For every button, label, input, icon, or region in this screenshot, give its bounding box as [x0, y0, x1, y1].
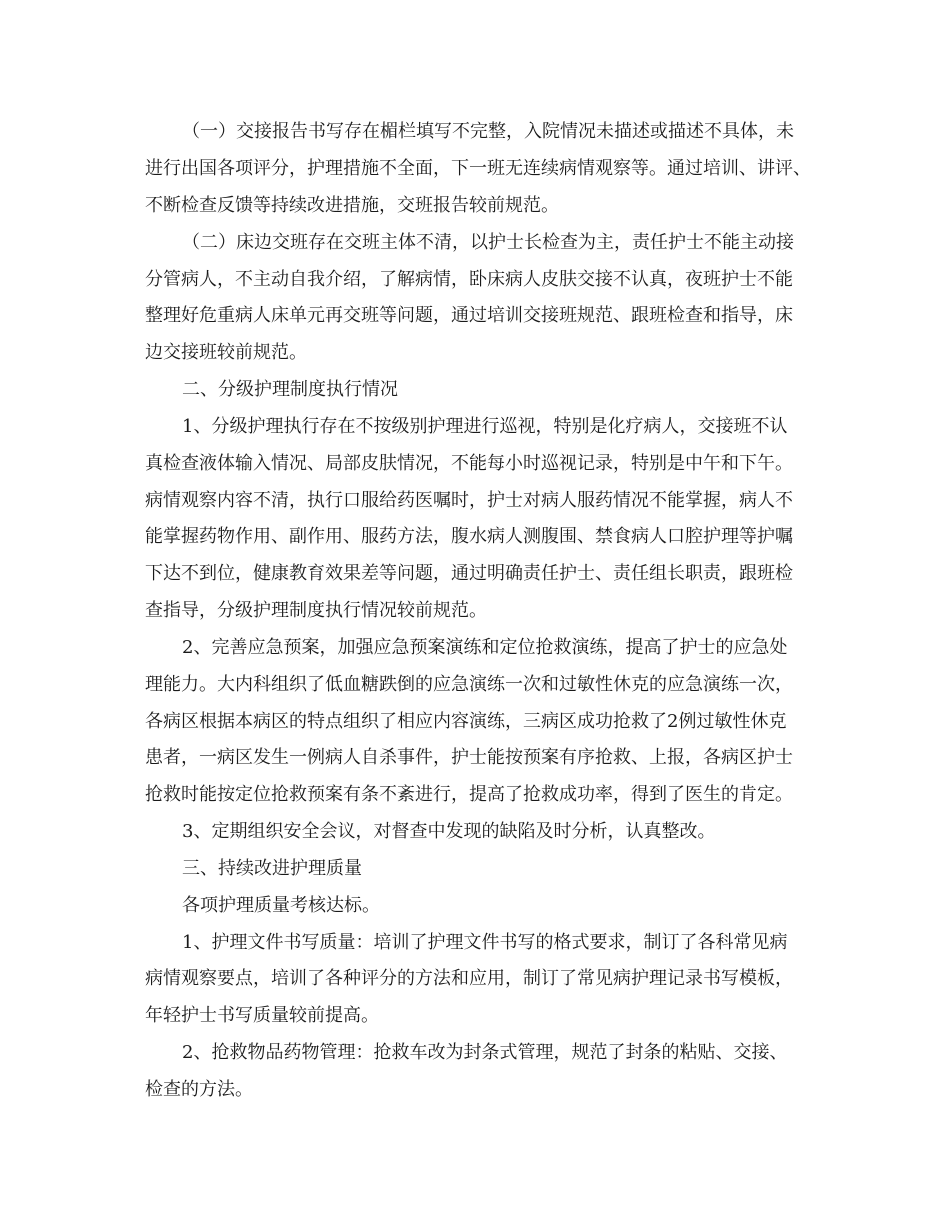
paragraph-line: （二）床边交班存在交班主体不清，以护士长检查为主，责任护士不能主动接 [182, 232, 794, 253]
paragraph-line: 下达不到位，健康教育效果差等问题，通过明确责任护士、责任组长职责，跟班检 [145, 563, 793, 584]
paragraph-line: 不断检查反馈等持续改进措施，交班报告较前规范。 [145, 195, 559, 216]
paragraph-line: 1、分级护理执行存在不按级别护理进行巡视，特别是化疗病人，交接班不认 [182, 416, 788, 437]
paragraph-line: 3、定期组织安全会议，对督查中发现的缺陷及时分析，认真整改。 [182, 821, 716, 842]
paragraph-line: 2、抢救物品药物管理：抢救车改为封条式管理，规范了封条的粘贴、交接、 [182, 1042, 788, 1063]
paragraph-line: 能掌握药物作用、副作用、服药方法，腹水病人测腹围、禁食病人口腔护理等护嘱 [145, 526, 793, 547]
paragraph-line: 真检查液体输入情况、局部皮肤情况，不能每小时巡视记录，特别是中午和下午。 [145, 453, 793, 474]
paragraph-line: 抢救时能按定位抢救预案有条不紊进行，提高了抢救成功率，得到了医生的肯定。 [145, 784, 793, 805]
section-heading: 三、持续改进护理质量 [182, 858, 362, 879]
paragraph-line: 理能力。大内科组织了低血糖跌倒的应急演练一次和过敏性休克的应急演练一次， [145, 674, 793, 695]
paragraph-line: 各病区根据本病区的特点组织了相应内容演练，三病区成功抢救了2例过敏性休克 [145, 711, 787, 732]
paragraph-line: 患者，一病区发生一例病人自杀事件，护士能按预案有序抢救、上报，各病区护士 [145, 747, 793, 768]
section-heading: 二、分级护理制度执行情况 [182, 379, 398, 400]
paragraph-line: 病情观察内容不清，执行口服给药医嘱时，护士对病人服药情况不能掌握，病人不 [145, 490, 793, 511]
paragraph-line: 2、完善应急预案，加强应急预案演练和定位抢救演练，提高了护士的应急处 [182, 637, 788, 658]
paragraph-line: （一）交接报告书写存在楣栏填写不完整，入院情况未描述或描述不具体，未 [182, 121, 794, 142]
paragraph-line: 进行出国各项评分，护理措施不全面，下一班无连续病情观察等。通过培训、讲评、 [145, 158, 811, 179]
paragraph-line: 年轻护士书写质量较前提高。 [145, 1005, 379, 1026]
paragraph-line: 1、护理文件书写质量：培训了护理文件书写的格式要求，制订了各科常见病 [182, 932, 788, 953]
paragraph-line: 整理好危重病人床单元再交班等问题，通过培训交接班规范、跟班检查和指导，床 [145, 305, 793, 326]
paragraph-line: 各项护理质量考核达标。 [182, 895, 380, 916]
paragraph-line: 查指导，分级护理制度执行情况较前规范。 [145, 600, 487, 621]
paragraph-line: 分管病人，不主动自我介绍，了解病情，卧床病人皮肤交接不认真，夜班护士不能 [145, 269, 793, 290]
paragraph-line: 病情观察要点，培训了各种评分的方法和应用，制订了常见病护理记录书写模板， [145, 968, 793, 989]
paragraph-line: 检查的方法。 [145, 1079, 253, 1100]
paragraph-line: 边交接班较前规范。 [145, 342, 307, 363]
